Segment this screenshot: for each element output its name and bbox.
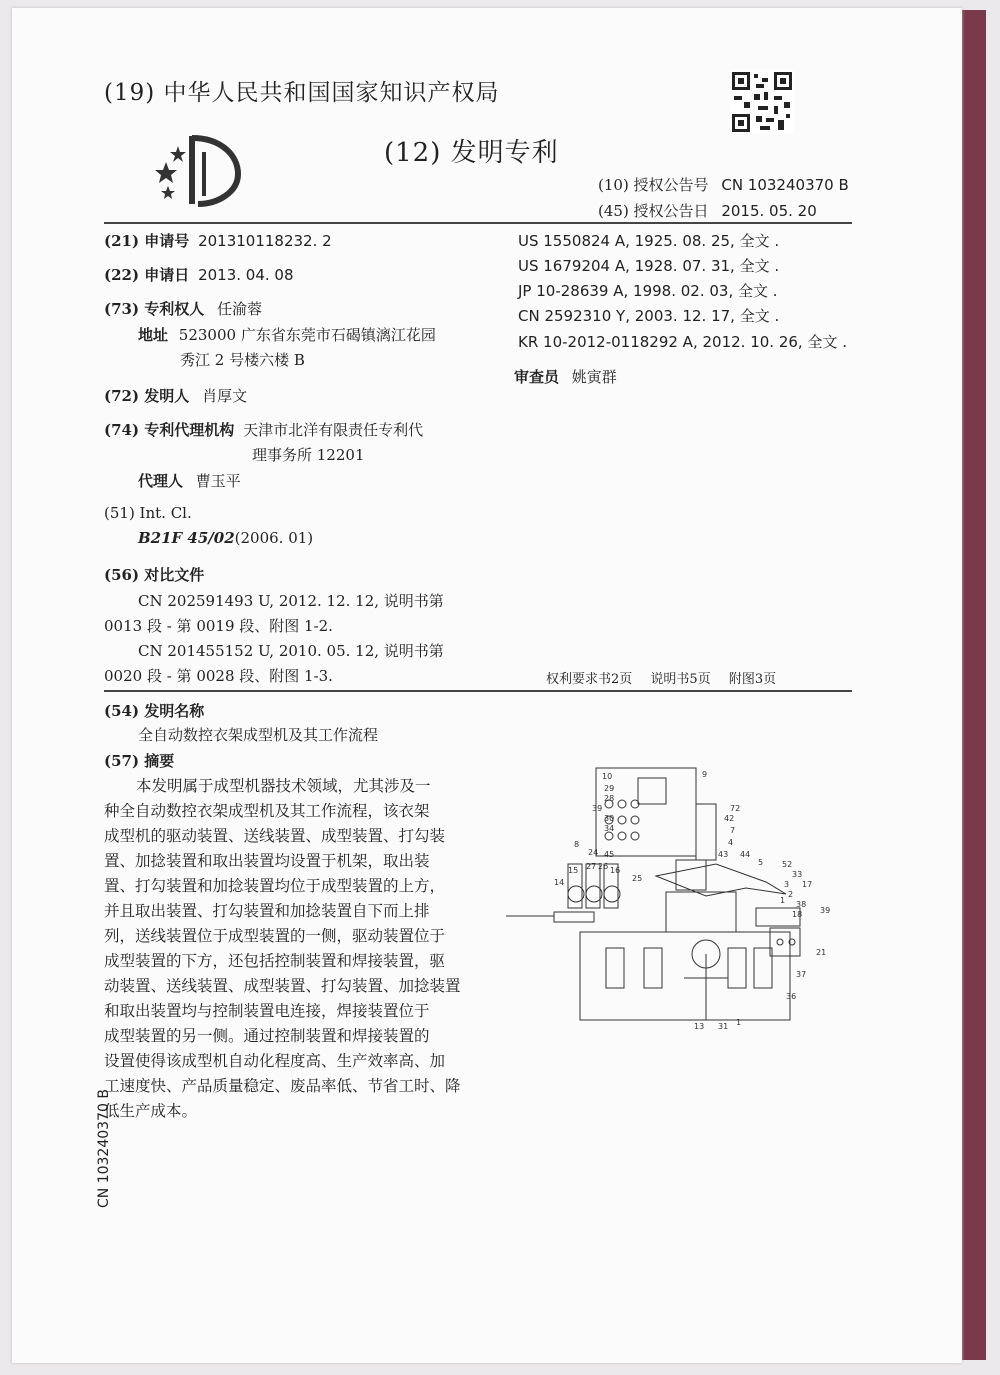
figure-label: 52 [782, 860, 793, 869]
agent-label: 代理人 [138, 472, 184, 490]
examiner-label: 审查员 [514, 368, 560, 386]
app-date: 2013. 04. 08 [198, 266, 294, 284]
doc-type: (12) 发明专利 [384, 138, 559, 168]
app-date-row [104, 264, 294, 285]
figure-label: 29 [604, 784, 615, 793]
page-counts [546, 668, 776, 687]
cited-label: (56) 对比文件 [104, 566, 205, 584]
ref-line: CN 2592310 Y, 2003. 12. 17, 全文 . [518, 307, 780, 325]
side-patent-number: CN 103240370 B [96, 1089, 112, 1208]
figure-label: 72 [730, 804, 741, 813]
agent: 曹玉平 [195, 472, 241, 490]
address-line2: 秀江 2 号楼六楼 B [180, 351, 305, 369]
agency-label: (74) 专利代理机构 [104, 421, 235, 439]
inventor-row [104, 385, 247, 406]
figure-label: 1 [780, 896, 786, 905]
figure-label: 34 [604, 824, 615, 833]
figure-label: 36 [786, 992, 797, 1001]
figure-label: 17 [802, 880, 813, 889]
abstract-line: 成型装置的下方，还包括控制装置和焊接装置，驱 [104, 952, 446, 970]
cited-line: CN 202591493 U, 2012. 12. 12, 说明书第 [138, 592, 444, 610]
patentee-label: (73) 专利权人 [104, 300, 205, 318]
abstract-label: (57) 摘要 [104, 752, 175, 770]
cnipa-emblem-icon [152, 126, 242, 208]
middle-rule [104, 690, 852, 692]
abstract-line: 和取出装置均与控制装置电连接，焊接装置位于 [104, 1002, 430, 1020]
inventor: 肖厚文 [202, 387, 248, 405]
app-no: 201310118232. 2 [198, 232, 332, 250]
figure-label: 1 [736, 1018, 742, 1027]
abstract-line: 成型装置的另一侧。通过控制装置和焊接装置的 [104, 1027, 430, 1045]
cited-line: 0020 段 - 第 0028 段、附图 1-3. [104, 667, 333, 685]
app-no-row [104, 230, 332, 251]
app-no-label: (21) 申请号 [104, 232, 190, 250]
abstract-line: 动装置、送线装置、成型装置、打勾装置、加捻装置 [104, 977, 461, 995]
abstract-body [104, 774, 476, 1124]
figure-label: 15 [568, 866, 579, 875]
examiner-row [514, 366, 617, 387]
abstract-line: 种全自动数控衣架成型机及其工作流程，该衣架 [104, 802, 430, 820]
intcl-row [138, 529, 313, 547]
pages-desc: 说明书5页 [650, 672, 711, 687]
office-title: (19) 中华人民共和国国家知识产权局 [104, 80, 500, 106]
figure-label: 39 [820, 906, 831, 915]
cited-line: 0013 段 - 第 0019 段、附图 1-2. [104, 617, 333, 635]
figure-label: 18 [792, 910, 803, 919]
app-date-label: (22) 申请日 [104, 266, 190, 284]
qr-code-icon [730, 70, 794, 134]
address-row [138, 324, 436, 345]
address-line1: 523000 广东省东莞市石碣镇漓江花园 [178, 326, 436, 344]
ref-line: US 1550824 A, 1925. 08. 25, 全文 . [518, 232, 780, 250]
invention-title: 全自动数控衣架成型机及其工作流程 [138, 726, 379, 744]
figure-label: 31 [718, 1022, 729, 1031]
ref-line: JP 10-28639 A, 1998. 02. 03, 全文 . [518, 282, 778, 300]
figure-label: 44 [740, 850, 751, 859]
agent-row [138, 470, 241, 491]
figure-label: 45 [604, 850, 615, 859]
figure-label: 2 [788, 890, 794, 899]
cited-line: CN 201455152 U, 2010. 05. 12, 说明书第 [138, 642, 444, 660]
figure-label: 10 [602, 772, 613, 781]
ref-line: KR 10-2012-0118292 A, 2012. 10. 26, 全文 . [518, 333, 847, 351]
figure-label: 5 [758, 858, 764, 867]
figure-label: 7 [730, 826, 736, 835]
abstract-line: 置、加捻装置和取出装置均设置于机架，取出装 [104, 852, 430, 870]
agency-row [104, 419, 423, 440]
figure-label: 26 [598, 862, 609, 871]
figure-label: 24 [588, 848, 599, 857]
figure-label: 42 [724, 814, 735, 823]
ref-line: US 1679204 A, 1928. 07. 31, 全文 . [518, 257, 780, 275]
figure-label: 37 [796, 970, 807, 979]
page-edge [962, 10, 986, 1360]
figure-label: 39 [592, 804, 603, 813]
title-label: (54) 发明名称 [104, 702, 205, 720]
figure-label: 3 [784, 880, 790, 889]
grant-no: CN 103240370 B [721, 176, 849, 194]
abstract-line: 本发明属于成型机器技术领域，尤其涉及一 [136, 777, 431, 795]
header-rule [104, 222, 852, 224]
intcl-ver: (2006. 01) [234, 529, 314, 547]
inventor-label: (72) 发明人 [104, 387, 190, 405]
grant-no-row [598, 174, 849, 195]
display-panel [638, 778, 666, 804]
figure-label: 14 [554, 878, 565, 887]
control-cabinet [596, 768, 696, 856]
grant-date: 2015. 05. 20 [721, 202, 817, 220]
abstract-line: 设置使得该成型机自动化程度高、生产效率高、加 [104, 1052, 446, 1070]
machine-base [580, 932, 790, 1020]
figure-label: 21 [816, 948, 827, 957]
agency-line1: 天津市北洋有限责任专利代 [243, 421, 424, 439]
figure-label: 38 [796, 900, 807, 909]
examiner: 姚寅群 [571, 368, 617, 386]
address-label: 地址 [138, 326, 169, 344]
abstract-line: 列，送线装置位于成型装置的一侧，驱动装置位于 [104, 927, 446, 945]
figure-label: 4 [728, 838, 734, 847]
figure-label: 16 [610, 866, 621, 875]
abstract-line: 工速度快、产品质量稳定、废品率低、节省工时、降 [104, 1077, 461, 1095]
grant-date-row [598, 200, 817, 221]
patent-page [12, 8, 962, 1363]
pages-fig: 附图3页 [728, 672, 777, 687]
figure-label: 43 [718, 850, 729, 859]
figure-label: 25 [632, 874, 643, 883]
patentee: 任渝蓉 [217, 300, 263, 318]
figure-label: 27 [586, 862, 597, 871]
intcl-label: (51) Int. Cl. [104, 504, 192, 522]
figure-label: 33 [792, 870, 803, 879]
abstract-line: 置、打勾装置和加捻装置均位于成型装置的上方， [104, 877, 446, 895]
abstract-line: 成型机的驱动装置、送线装置、成型装置、打勾装 [104, 827, 446, 845]
figure-label: 13 [694, 1022, 705, 1031]
grant-no-label: (10) 授权公告号 [598, 176, 709, 194]
figure-label: 30 [604, 814, 615, 823]
grant-date-label: (45) 授权公告日 [598, 202, 709, 220]
figure-label: 28 [604, 794, 615, 803]
patentee-row [104, 298, 262, 319]
pages-claims: 权利要求书2页 [546, 672, 633, 687]
abstract-line: 低生产成本。 [104, 1102, 198, 1120]
figure-label: 9 [702, 770, 708, 779]
intcl-code: B21F 45/02 [138, 529, 235, 547]
figure-label: 8 [574, 840, 580, 849]
agency-line2: 理事务所 12201 [252, 446, 365, 464]
abstract-line: 并且取出装置、打勾装置和加捻装置自下而上排 [104, 902, 430, 920]
